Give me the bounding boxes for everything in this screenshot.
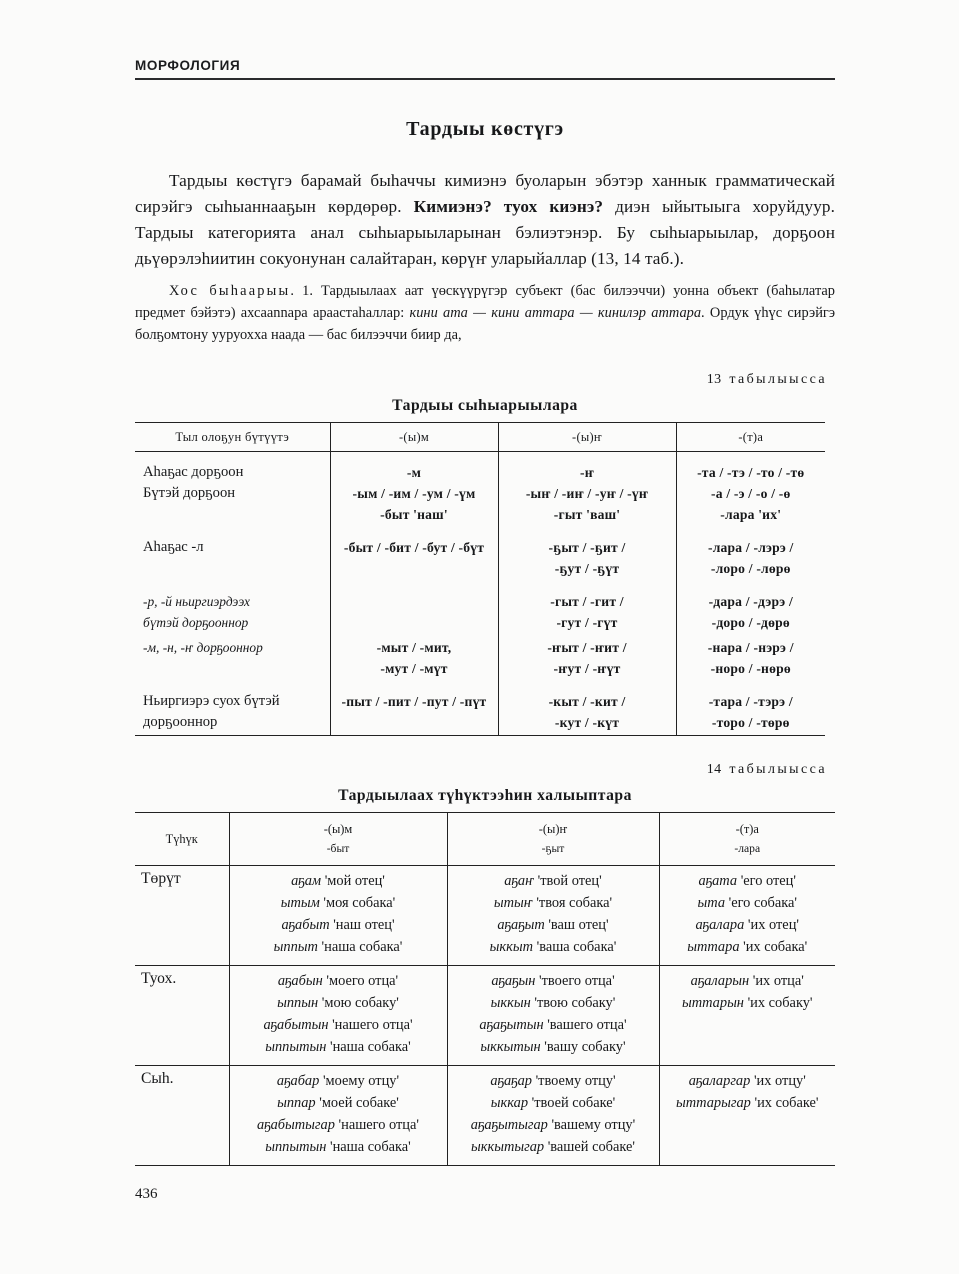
gloss: 'твою собаку' xyxy=(534,995,616,1011)
table-14-header-cell-3 xyxy=(659,813,835,866)
table-13-r0-c1 xyxy=(330,452,498,528)
form: ыппытын xyxy=(265,1139,327,1155)
gloss: 'нашего отца' xyxy=(338,1117,419,1133)
table-14-header-cell-1 xyxy=(229,813,447,866)
example-line xyxy=(454,1014,653,1036)
gloss: 'их отец' xyxy=(747,917,799,933)
affix-line: -тара / -тэрэ / xyxy=(708,694,793,709)
example-line xyxy=(236,970,441,992)
gloss: 'мой отец' xyxy=(324,873,385,889)
example-line xyxy=(454,892,653,914)
running-head: МОРФОЛОГИЯ xyxy=(135,58,241,73)
form: аҕаларын xyxy=(690,973,750,989)
header-main: Түһүк xyxy=(165,831,198,846)
form: аҕаҕытыгар xyxy=(470,1117,548,1133)
table-14-r1-c2 xyxy=(447,966,659,1066)
paragraph-2-part-a: . 1. Тардыылаах аат үөскүүрүгэр субъект (бас билээччи) уонна объект (баһылатар предмет бэйэтэ) ахсаannара араастаһаллар: xyxy=(135,283,835,321)
header-main: -(ы)ҥ xyxy=(538,822,568,836)
form: аҕалара xyxy=(695,917,745,933)
table-14 xyxy=(135,812,835,1166)
affix-line: -ыҥ / -иҥ / -уҥ / -үҥ xyxy=(525,486,649,501)
example-line xyxy=(236,1014,441,1036)
page-title: Тардыы көстүгэ xyxy=(406,118,564,140)
form: ыккытыгар xyxy=(471,1139,545,1155)
affix-line: -ҥут / -ҥүт xyxy=(553,661,621,676)
form: ыккыт xyxy=(489,939,534,955)
table-13 xyxy=(135,422,825,736)
table-13-r0-c3 xyxy=(676,452,825,528)
running-head-rule xyxy=(135,78,835,80)
gloss: 'моя собака' xyxy=(323,895,396,911)
table-14-number xyxy=(135,762,835,778)
example-line xyxy=(454,970,653,992)
example-line xyxy=(666,1070,830,1092)
gloss: 'их собаку' xyxy=(747,995,813,1011)
example-line xyxy=(666,914,830,936)
header-sub: -лара xyxy=(734,842,761,855)
table-14-caption: Тардыылаах түһүктээһин халыыптара xyxy=(338,787,632,804)
gloss: 'вашу собаку' xyxy=(544,1039,626,1055)
label-line: Аһаҕас дорҕоон xyxy=(143,464,244,480)
header-main: -(т)а xyxy=(735,822,759,836)
gloss: 'их собаке' xyxy=(754,1095,819,1111)
form: ыккытын xyxy=(480,1039,541,1055)
table-13-header-cell-0: Тыл олоҕун бүтүүтэ xyxy=(135,423,330,452)
table-14-r0-c1 xyxy=(229,866,447,966)
table-13-r2-c3 xyxy=(676,581,825,635)
affix-line: -нара / -нэрэ / xyxy=(707,640,794,655)
table-13-r4-c3 xyxy=(676,681,825,736)
form: ыта xyxy=(697,895,726,911)
paragraph-1-part-a: Тардыы көстүгэ барамай быһаччы кимиэнэ буоларын эбэтэр ханнык грамматическай сирэйгэ сыһыаннааҕын көрдөрөр. xyxy=(135,171,835,216)
table-13-caption: Тардыы сыһыарыылара xyxy=(392,397,578,414)
form: аҕам xyxy=(291,873,322,889)
gloss: 'моего отца' xyxy=(326,973,399,989)
table-row xyxy=(135,581,825,635)
table-13-header-row xyxy=(135,423,825,452)
table-13-r3-c1 xyxy=(330,635,498,681)
table-13-body xyxy=(135,452,825,736)
label-line: Аһаҕас -л xyxy=(143,539,204,555)
affix-line: -м xyxy=(406,465,422,480)
form: ыппар xyxy=(277,1095,316,1111)
table-13-number-value: 13 xyxy=(706,372,722,387)
label-line: Бүтэй дорҕоон xyxy=(143,485,236,501)
affix-line: -кут / -күт xyxy=(554,715,620,730)
example-line xyxy=(666,992,830,1014)
table-14-header-row xyxy=(135,813,835,866)
table-row xyxy=(135,1066,835,1166)
gloss: 'наша собака' xyxy=(321,939,403,955)
form: ыппыт xyxy=(273,939,318,955)
table-14-header-cell-2 xyxy=(447,813,659,866)
affix-line: -ҕыт / -ҕит / xyxy=(548,540,626,555)
example-line xyxy=(666,892,830,914)
table-13-r2-label xyxy=(135,581,330,635)
form: аҕабытын xyxy=(263,1017,329,1033)
affix-line: -мыт / -мит, xyxy=(376,640,452,655)
affix-line: -ҥыт / -ҥит / xyxy=(547,640,627,655)
table-14-number-value: 14 xyxy=(706,762,722,777)
affix-line: -ҥ xyxy=(580,465,594,480)
table-13-r1-c1 xyxy=(330,527,498,581)
gloss: 'его отец' xyxy=(740,873,796,889)
table-13-r0-label xyxy=(135,452,330,528)
example-line xyxy=(454,1114,653,1136)
affix-line: -лара / -лэрэ / xyxy=(707,540,794,555)
table-13-r3-c3 xyxy=(676,635,825,681)
example-line xyxy=(454,992,653,1014)
gloss: 'твоего отца' xyxy=(539,973,615,989)
affix-line: -гыт / -гит / xyxy=(550,594,624,609)
form: ытым xyxy=(280,895,320,911)
table-13-r4-label xyxy=(135,681,330,736)
form: аҕабар xyxy=(276,1073,320,1089)
gloss: 'твоей собаке' xyxy=(531,1095,616,1111)
table-13-block xyxy=(135,372,835,736)
form: аҕабытыгар xyxy=(257,1117,335,1133)
gloss: 'их отцу' xyxy=(753,1073,806,1089)
affix-line: -гыт 'ваш' xyxy=(553,507,621,522)
page-content xyxy=(135,58,835,1166)
paragraph-2-lead: Хос быһаарыы xyxy=(169,283,291,299)
table-14-header-cell-0 xyxy=(135,813,229,866)
example-line xyxy=(236,914,441,936)
form: ыппын xyxy=(277,995,319,1011)
table-13-r4-c1 xyxy=(330,681,498,736)
form: ыттара xyxy=(687,939,740,955)
affix-line: -пыт / -пит / -пут / -пүт xyxy=(341,694,487,709)
paragraph-2 xyxy=(135,280,835,346)
example-line xyxy=(454,1092,653,1114)
label-line: бүтэй дорҕооннор xyxy=(143,615,249,630)
header-sub: -быт xyxy=(326,842,350,855)
example-line xyxy=(666,1092,830,1114)
example-line xyxy=(236,936,441,958)
affix-line: -торо / -төрө xyxy=(711,715,790,730)
affix-line: -ым / -им / -ум / -үм xyxy=(352,486,476,501)
affix-line: -лоро / -лөрө xyxy=(710,561,791,576)
table-13-r3-c2 xyxy=(498,635,676,681)
affix-line: -кыт / -кит / xyxy=(548,694,626,709)
table-13-r1-c2 xyxy=(498,527,676,581)
form: аҕаҕар xyxy=(490,1073,532,1089)
example-line xyxy=(236,1114,441,1136)
table-13-r1-c3 xyxy=(676,527,825,581)
example-line xyxy=(454,914,653,936)
form: ыккар xyxy=(490,1095,529,1111)
example-line xyxy=(454,870,653,892)
table-13-header-cell-1: -(ы)м xyxy=(330,423,498,452)
table-row xyxy=(135,452,825,528)
example-line xyxy=(454,936,653,958)
table-14-block xyxy=(135,762,835,1166)
gloss: 'ваша собака' xyxy=(536,939,617,955)
example-line xyxy=(454,1070,653,1092)
table-13-r2-c1 xyxy=(330,581,498,635)
table-14-r2-label: Сыһ. xyxy=(135,1066,229,1166)
form: ыттарын xyxy=(681,995,744,1011)
table-13-r1-label xyxy=(135,527,330,581)
paragraph-2-part-b: . Ордук үһүс сирэйгэ болҕомтону ууруохха наада — бас билээччи биир да, xyxy=(135,305,835,343)
paragraph-1-bold: Кимиэнэ? туох киэнэ? xyxy=(413,197,604,216)
example-line xyxy=(666,936,830,958)
gloss: 'вашему отцу' xyxy=(551,1117,636,1133)
gloss: 'их отца' xyxy=(752,973,804,989)
gloss: 'вашей собаке' xyxy=(547,1139,635,1155)
label-line: Ньиргиэрэ суох бүтэй xyxy=(143,693,280,709)
example-line xyxy=(666,970,830,992)
form: ыккын xyxy=(490,995,531,1011)
affix-line: -лара 'их' xyxy=(720,507,782,522)
gloss: 'твой отец' xyxy=(537,873,602,889)
table-13-r0-c2 xyxy=(498,452,676,528)
table-14-r1-c1 xyxy=(229,966,447,1066)
form: аҕаларгар xyxy=(688,1073,751,1089)
gloss: 'его собака' xyxy=(728,895,797,911)
affix-line: -гут / -гүт xyxy=(556,615,618,630)
header-sub: -ҕыт xyxy=(541,842,565,855)
table-13-header-cell-2: -(ы)ҥ xyxy=(498,423,676,452)
affix-line: -а / -э / -о / -ө xyxy=(711,486,791,501)
example-line xyxy=(666,870,830,892)
table-14-body xyxy=(135,866,835,1166)
table-row xyxy=(135,866,835,966)
example-line xyxy=(236,1036,441,1058)
form: аҕаҥ xyxy=(504,873,535,889)
affix-line: -норо / -нөрө xyxy=(710,661,791,676)
affix-line: -быт / -бит / -бут / -бүт xyxy=(343,540,485,555)
form: аҕаҕыт xyxy=(497,917,545,933)
table-13-r2-c2 xyxy=(498,581,676,635)
gloss: 'нашего отца' xyxy=(332,1017,413,1033)
example-line xyxy=(236,1092,441,1114)
table-row xyxy=(135,966,835,1066)
table-13-header-cell-3: -(т)а xyxy=(676,423,825,452)
page-number: 436 xyxy=(135,1186,158,1202)
gloss: 'наша собака' xyxy=(329,1039,411,1055)
table-14-number-word: табылыысса xyxy=(729,762,827,777)
table-14-r2-c3 xyxy=(659,1066,835,1166)
table-14-r1-c3 xyxy=(659,966,835,1066)
affix-line: -доро / -дөрө xyxy=(711,615,790,630)
gloss: 'твоему отцу' xyxy=(535,1073,616,1089)
table-13-number xyxy=(135,372,835,388)
example-line xyxy=(236,1070,441,1092)
table-14-r2-c1 xyxy=(229,1066,447,1166)
gloss: 'моему отцу' xyxy=(322,1073,400,1089)
label-line: дорҕооннор xyxy=(143,714,218,730)
table-14-r2-c2 xyxy=(447,1066,659,1166)
form: ытыҥ xyxy=(493,895,533,911)
table-14-r0-c3 xyxy=(659,866,835,966)
table-14-r0-c2 xyxy=(447,866,659,966)
form: аҕаҕын xyxy=(491,973,536,989)
table-13-r4-c2 xyxy=(498,681,676,736)
paragraph-1-part-b: диэн ыйытыыга хоруйдуур. Тардыы категорията анал сыһыарыыларынан бэлиэтэнэр. Бу сыһыарыылар, дорҕоон дьүөрэлэһиитин сокуонунан салайтаран, көрүҥ уларыйаллар (13, 14 таб.). xyxy=(135,197,835,268)
table-13-r3-label xyxy=(135,635,330,681)
gloss: 'наша собака' xyxy=(329,1139,411,1155)
table-row xyxy=(135,527,825,581)
form: ыппытын xyxy=(265,1039,327,1055)
gloss: 'их собака' xyxy=(743,939,808,955)
form: аҕаҕытын xyxy=(479,1017,544,1033)
example-line xyxy=(236,892,441,914)
form: аҕата xyxy=(698,873,738,889)
gloss: 'ваш отец' xyxy=(548,917,609,933)
example-line xyxy=(236,1136,441,1158)
gloss: 'наш отец' xyxy=(333,917,395,933)
header-main: -(ы)м xyxy=(323,822,353,836)
example-line xyxy=(454,1136,653,1158)
example-line xyxy=(236,992,441,1014)
gloss: 'мою собаку' xyxy=(321,995,399,1011)
paragraph-2-italic-examples: кини атa — кини аттарa — кинилэр аттарa xyxy=(409,305,702,321)
affix-line: -дара / -дэрэ / xyxy=(708,594,793,609)
form: ыттарыгар xyxy=(676,1095,751,1111)
table-row xyxy=(135,681,825,736)
gloss: 'твоя собака' xyxy=(536,895,613,911)
label-line: -р, -й ньиргиэрдээх xyxy=(143,594,250,609)
affix-line: -та / -тэ / -то / -тө xyxy=(697,465,805,480)
example-line xyxy=(236,870,441,892)
gloss: 'моей собаке' xyxy=(319,1095,399,1111)
paragraph-1 xyxy=(135,168,835,272)
example-line xyxy=(454,1036,653,1058)
table-14-r1-label: Туох. xyxy=(135,966,229,1066)
affix-line: -мут / -мүт xyxy=(380,661,448,676)
table-13-number-word: табылыысса xyxy=(729,372,827,387)
form: аҕабын xyxy=(277,973,323,989)
form: аҕабыт xyxy=(281,917,330,933)
gloss: 'вашего отца' xyxy=(547,1017,627,1033)
table-row xyxy=(135,635,825,681)
label-line: -м, -н, -ҥ дорҕооннор xyxy=(143,640,263,655)
table-14-r0-label: Төрүт xyxy=(141,870,181,887)
affix-line: -ҕут / -ҕүт xyxy=(554,561,620,576)
affix-line: -быт 'наш' xyxy=(380,507,448,522)
